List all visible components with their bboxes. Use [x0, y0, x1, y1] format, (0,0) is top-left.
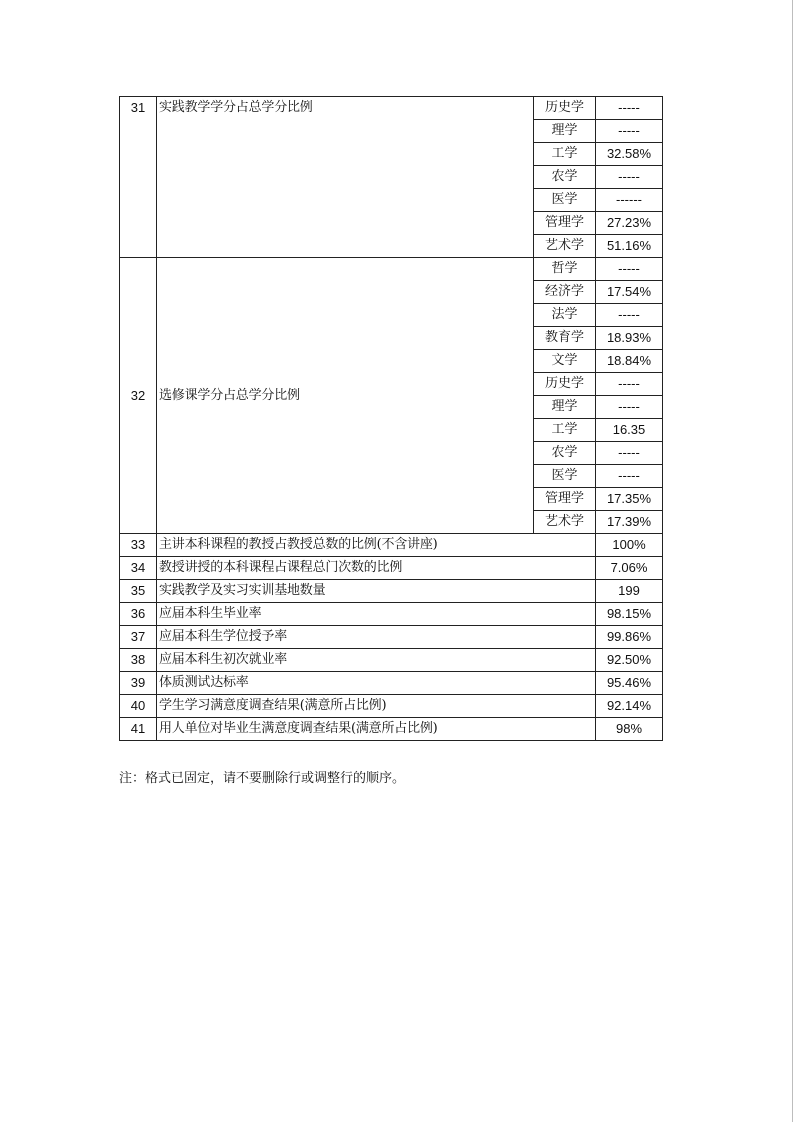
discipline-name: 文学 — [534, 350, 596, 373]
indicator-name: 实践教学学分占总学分比例 — [157, 97, 534, 258]
indicator-value: ------ — [596, 189, 663, 212]
indicator-name: 实践教学及实习实训基地数量 — [157, 580, 596, 603]
discipline-name: 历史学 — [534, 373, 596, 396]
table-body — [120, 97, 663, 741]
table-row — [120, 626, 663, 649]
indicator-value: 17.54% — [596, 281, 663, 304]
row-number: 35 — [120, 580, 157, 603]
indicator-value: 7.06% — [596, 557, 663, 580]
indicator-value: ----- — [596, 304, 663, 327]
indicator-value: 99.86% — [596, 626, 663, 649]
discipline-name: 管理学 — [534, 212, 596, 235]
indicator-name: 选修课学分占总学分比例 — [157, 258, 534, 534]
discipline-name: 教育学 — [534, 327, 596, 350]
statistics-table — [119, 96, 663, 741]
indicator-name: 学生学习满意度调查结果(满意所占比例) — [157, 695, 596, 718]
indicator-name: 应届本科生毕业率 — [157, 603, 596, 626]
discipline-name: 哲学 — [534, 258, 596, 281]
indicator-value: 92.50% — [596, 649, 663, 672]
indicator-name: 教授讲授的本科课程占课程总门次数的比例 — [157, 557, 596, 580]
indicator-value: 92.14% — [596, 695, 663, 718]
table-row — [120, 718, 663, 741]
indicator-value: 95.46% — [596, 672, 663, 695]
row-number: 38 — [120, 649, 157, 672]
indicator-value: ----- — [596, 442, 663, 465]
indicator-name: 应届本科生学位授予率 — [157, 626, 596, 649]
table-row — [120, 603, 663, 626]
discipline-name: 医学 — [534, 189, 596, 212]
row-number: 39 — [120, 672, 157, 695]
indicator-value: ----- — [596, 97, 663, 120]
indicator-value: 100% — [596, 534, 663, 557]
discipline-name: 艺术学 — [534, 235, 596, 258]
indicator-name: 主讲本科课程的教授占教授总数的比例(不含讲座) — [157, 534, 596, 557]
table-row — [120, 695, 663, 718]
indicator-value: ----- — [596, 373, 663, 396]
indicator-value: 17.39% — [596, 511, 663, 534]
discipline-name: 理学 — [534, 120, 596, 143]
row-number: 36 — [120, 603, 157, 626]
indicator-value: 98.15% — [596, 603, 663, 626]
discipline-name: 工学 — [534, 419, 596, 442]
indicator-value: 98% — [596, 718, 663, 741]
indicator-value: ----- — [596, 258, 663, 281]
discipline-name: 工学 — [534, 143, 596, 166]
row-number: 33 — [120, 534, 157, 557]
row-number: 32 — [120, 258, 157, 534]
row-number: 34 — [120, 557, 157, 580]
indicator-value: 32.58% — [596, 143, 663, 166]
indicator-value: ----- — [596, 396, 663, 419]
discipline-name: 历史学 — [534, 97, 596, 120]
table-row — [120, 557, 663, 580]
indicator-value: ----- — [596, 120, 663, 143]
table-row — [120, 580, 663, 603]
row-number: 41 — [120, 718, 157, 741]
indicator-name: 应届本科生初次就业率 — [157, 649, 596, 672]
footnote: 注：格式已固定，请不要删除行或调整行的顺序。 — [119, 771, 406, 786]
indicator-name: 用人单位对毕业生满意度调查结果(满意所占比例) — [157, 718, 596, 741]
discipline-name: 医学 — [534, 465, 596, 488]
indicator-value: 199 — [596, 580, 663, 603]
indicator-name: 体质测试达标率 — [157, 672, 596, 695]
discipline-name: 理学 — [534, 396, 596, 419]
discipline-name: 经济学 — [534, 281, 596, 304]
indicator-value: 17.35% — [596, 488, 663, 511]
table-row — [120, 672, 663, 695]
row-number: 31 — [120, 97, 157, 258]
discipline-name: 管理学 — [534, 488, 596, 511]
discipline-name: 农学 — [534, 166, 596, 189]
indicator-value: 16.35 — [596, 419, 663, 442]
discipline-name: 法学 — [534, 304, 596, 327]
indicator-value: ----- — [596, 465, 663, 488]
table-row — [120, 97, 663, 120]
table-row — [120, 258, 663, 281]
indicator-value: 18.84% — [596, 350, 663, 373]
discipline-name: 农学 — [534, 442, 596, 465]
table-row — [120, 649, 663, 672]
indicator-value: 18.93% — [596, 327, 663, 350]
indicator-value: ----- — [596, 166, 663, 189]
row-number: 40 — [120, 695, 157, 718]
table-row — [120, 534, 663, 557]
indicator-value: 27.23% — [596, 212, 663, 235]
indicator-value: 51.16% — [596, 235, 663, 258]
row-number: 37 — [120, 626, 157, 649]
discipline-name: 艺术学 — [534, 511, 596, 534]
